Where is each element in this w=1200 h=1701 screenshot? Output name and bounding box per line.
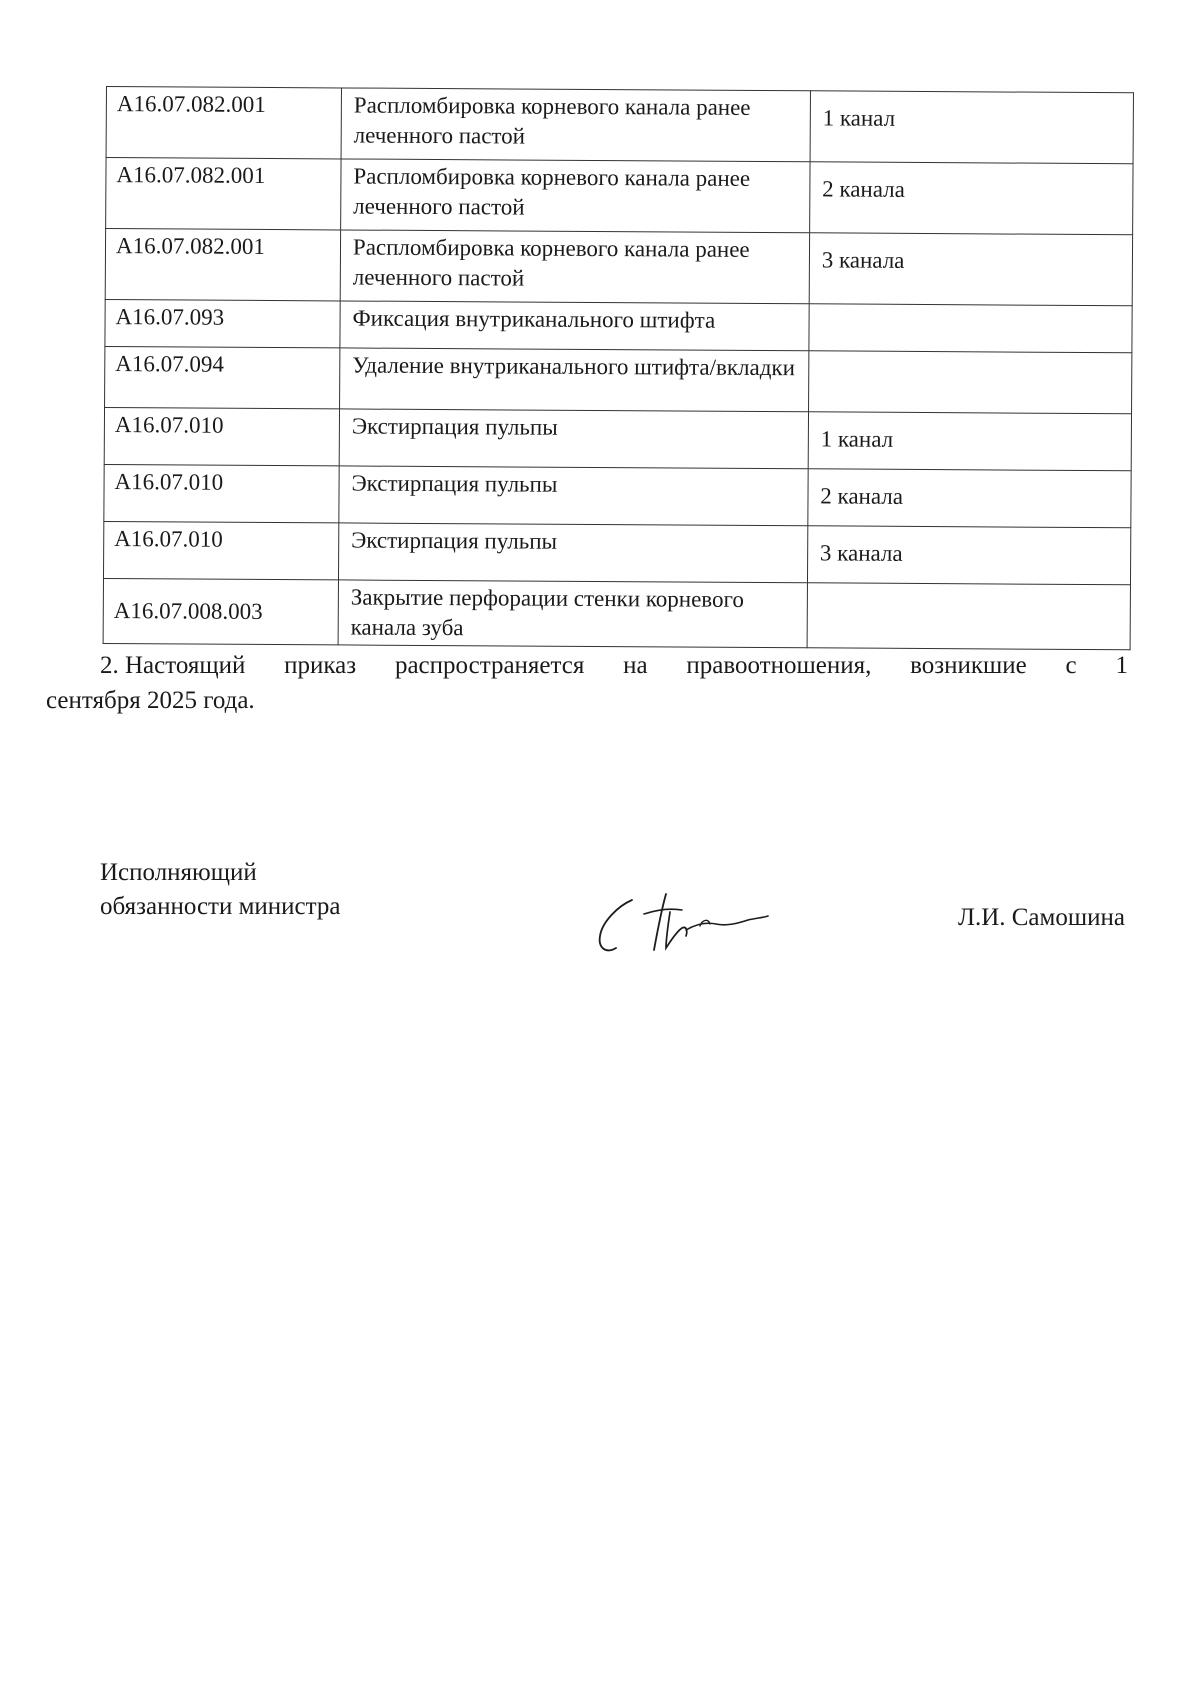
service-code: A16.07.082.001 — [106, 87, 341, 159]
signer-title-line: Исполняющий — [100, 859, 257, 886]
service-code: A16.07.082.001 — [106, 158, 341, 230]
service-note — [809, 304, 1132, 353]
table-row — [103, 521, 1130, 584]
service-note: 2 канала — [808, 469, 1132, 528]
service-name: Закрытие перфорации стенки корневого канала зуба — [338, 580, 807, 648]
handwritten-signature — [596, 888, 776, 960]
table-row — [104, 464, 1131, 527]
table-row — [105, 229, 1132, 306]
clause-second-line: сентября 2025 года. — [46, 687, 255, 714]
clause-word: 1 — [1115, 652, 1128, 679]
services-table — [103, 86, 1134, 650]
signer-name: Л.И. Самошина — [958, 904, 1125, 931]
service-note — [808, 351, 1132, 414]
service-name: Экстирпация пульпы — [339, 409, 808, 469]
clause-number: 2. Настоящий — [100, 652, 246, 679]
service-name: Распломбировка корневого канала ранее леченного пастой — [340, 230, 809, 304]
table-row — [103, 578, 1130, 649]
service-note — [807, 583, 1131, 650]
clause-word: правоотношения, — [686, 652, 872, 679]
service-name: Фиксация внутриканального штифта — [340, 301, 809, 351]
service-note: 3 канала — [809, 233, 1133, 306]
service-note: 1 канал — [808, 412, 1132, 471]
service-name: Распломбировка корневого канала ранее леченного пастой — [341, 159, 810, 233]
service-name: Удаление внутриканального штифта/вкладки — [339, 348, 808, 412]
clause-word: с — [1065, 652, 1077, 679]
clause-word: на — [623, 652, 648, 679]
service-code: A16.07.010 — [104, 464, 339, 522]
service-code: A16.07.082.001 — [105, 229, 340, 301]
clause-first-line — [46, 648, 1128, 683]
service-note: 3 канала — [807, 526, 1131, 585]
table-row — [105, 346, 1132, 413]
clause-word: возникшие — [910, 652, 1027, 679]
clause-word: приказ — [284, 652, 357, 679]
service-code: A16.07.008.003 — [103, 578, 338, 644]
service-code: A16.07.010 — [104, 407, 339, 465]
service-code: A16.07.093 — [105, 299, 340, 347]
service-name: Экстирпация пульпы — [339, 466, 808, 526]
service-note: 2 канала — [809, 162, 1133, 235]
service-name: Распломбировка корневого канала ранее леченного пастой — [341, 88, 810, 162]
service-note: 1 канал — [810, 91, 1134, 164]
service-code: A16.07.010 — [103, 521, 338, 579]
clause-paragraph — [46, 648, 1128, 718]
signer-title — [100, 856, 340, 924]
table-row — [104, 407, 1131, 470]
signer-title-line: обязанности министра — [100, 893, 341, 920]
service-code: A16.07.094 — [105, 346, 340, 408]
table-row — [106, 87, 1133, 164]
clause-word: распространяется — [394, 652, 585, 679]
table-row — [106, 158, 1133, 235]
service-name: Экстирпация пульпы — [338, 523, 807, 583]
table-row — [105, 299, 1132, 352]
